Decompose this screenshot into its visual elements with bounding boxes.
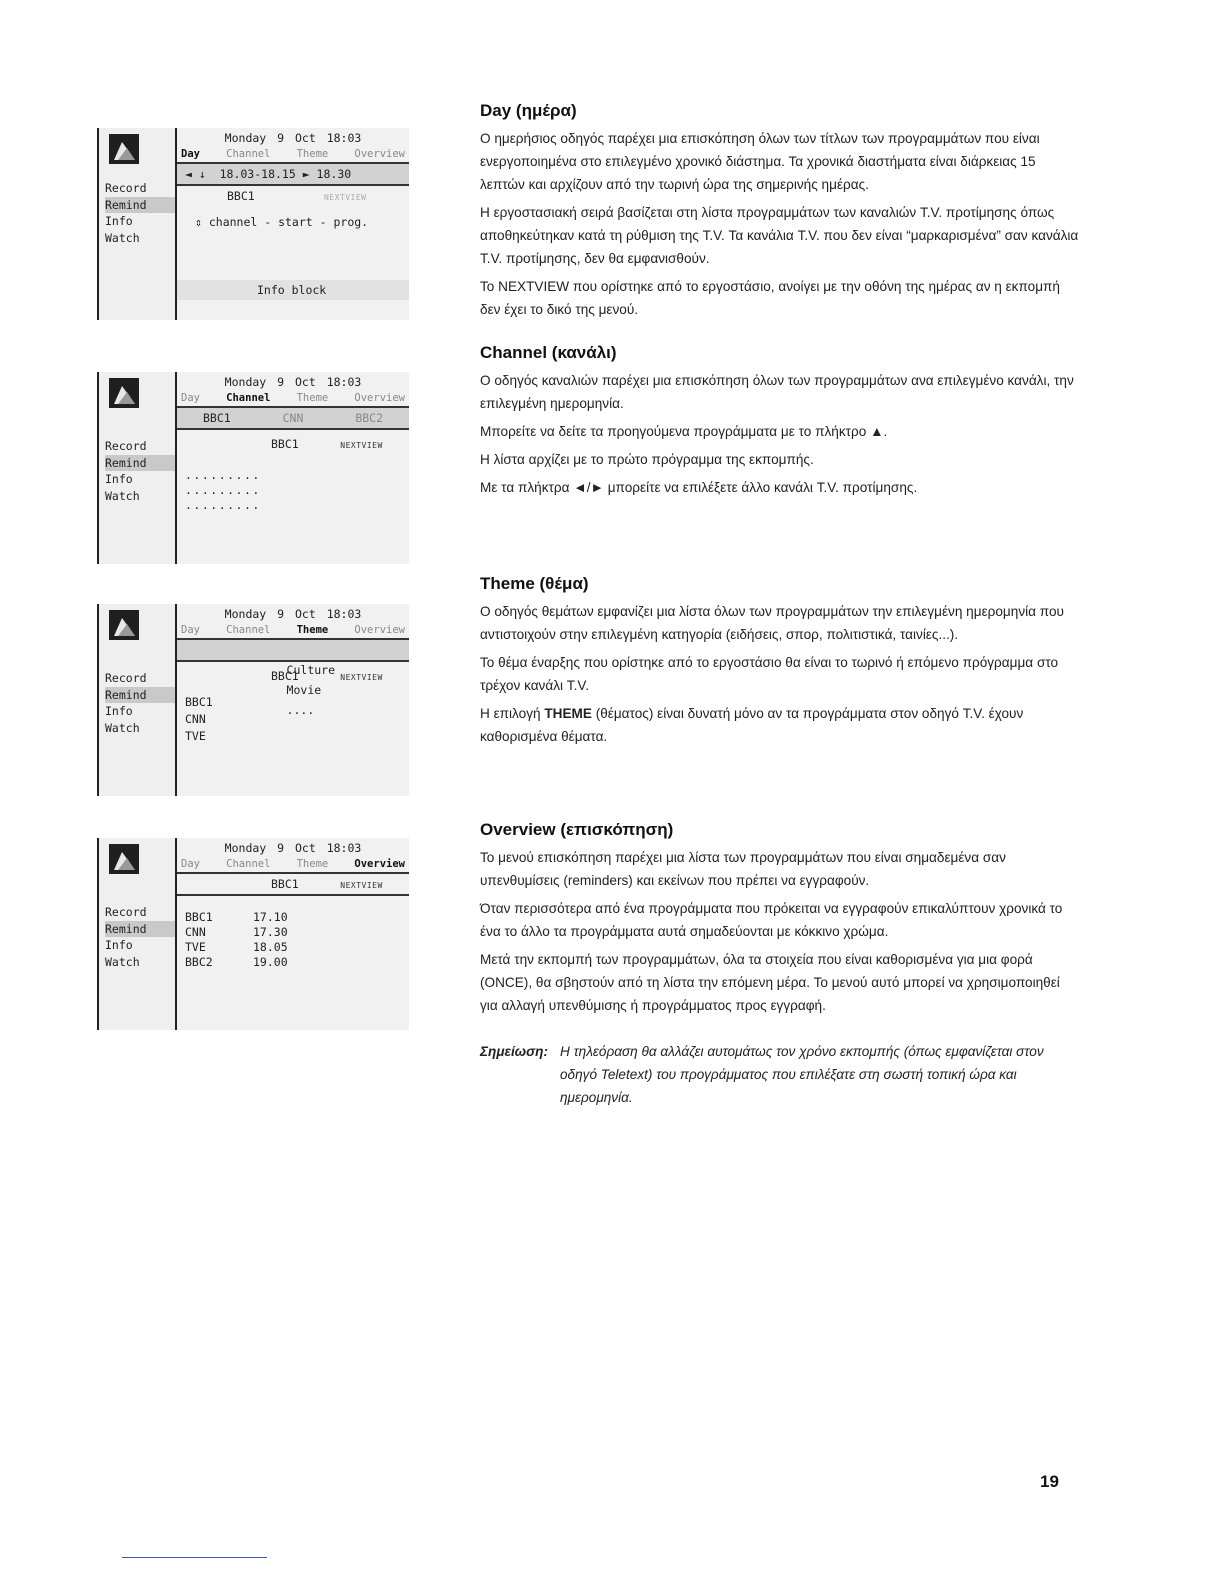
overview-time: 18.05 [253,940,288,954]
section-title: Channel (κανάλι) [480,343,617,362]
tab-overview[interactable]: Overview [354,392,405,404]
note [480,1040,1080,1109]
nav-hint: ⇕ channel - start - prog. [195,215,369,229]
brand-logo-icon [109,134,139,164]
paragraph [480,702,1080,748]
theme-option[interactable]: Culture [286,663,336,677]
nextview-logo: NEXTVIEW [340,673,383,682]
tv-screen [175,372,409,564]
paragraph: Με τα πλήκτρα ◄/► μπορείτε να επιλέξετε άλλο κανάλι T.V. προτίμησης. [480,480,918,495]
menu-item-remind[interactable]: Remind [105,687,177,704]
time-bar[interactable]: ◄ ↓ 18.03-18.15 ► 18.30 [177,164,409,184]
paragraph: Μετά την εκπομπή των προγραμμάτων, όλα τα στοιχεία που είναι καθορισμένα για μια φορά (ONCE), θα σβηστούν από τη λίστα την επόμενη μέρα. Το μενού αυτό μπορεί να χρησιμοποιηθεί για αλλαγή υπενθύμισης ή προγράμματος προς εγγραφή. [480,952,1060,1013]
channel-menu-screenshot [97,372,409,564]
overview-channel: BBC2 [185,955,213,969]
text-run: Η επιλογή [480,706,545,721]
paragraph: Ο ημερήσιος οδηγός παρέχει μια επισκόπηση όλων των τίτλων των προγραμμάτων που είναι ενεργοποιημένα στο επιλεγμένο χρονικό διάστημα. Τα χρονικά διαστήματα είναι διάρκειας 15 λεπτών και αρχίζουν από την τωρινή ώρα της σημερινής ημέρας. [480,131,1040,192]
tab-day[interactable]: Day [181,858,200,870]
header-date: Monday 9 Oct [224,131,316,145]
menu-item-record[interactable]: Record [105,671,147,685]
section-overview [480,820,1080,1022]
overview-row[interactable] [185,940,409,955]
overview-channel: BBC1 [185,910,213,924]
paragraph: Όταν περισσότερα από ένα προγράμματα που πρόκειται να εγγραφούν επικαλύπτουν χρονικά το ένα το άλλο τα προγράμματα αυτά σημαδεύονται με κόκκινο χρώμα. [480,901,1063,939]
tv-screen [175,128,409,320]
overview-row[interactable] [185,925,409,940]
tv-screen [175,604,409,796]
theme-option[interactable]: .... [286,703,315,717]
tab-channel[interactable]: Channel [226,148,271,160]
section-title: Day (ημέρα) [480,101,577,120]
section-channel [480,343,1080,504]
theme-keyword: THEME [544,706,592,721]
tab-day[interactable]: Day [181,148,200,160]
paragraph: Μπορείτε να δείτε τα προηγούμενα προγράμματα με το πλήκτρο ▲. [480,424,888,439]
paragraph: Το θέμα έναρξης που ορίστηκε από το εργοστάσιο θα είναι το τωρινό ή επόμενο πρόγραμμα στο τρέχον κανάλι T.V. [480,655,1059,693]
info-block: Info block [177,280,409,300]
paragraph: Η εργοστασιακή σειρά βασίζεται στη λίστα προγραμμάτων των καναλιών T.V. προτίμησης όπως αποθηκεύτηκαν κατά τη ρύθμιση της T.V. Τα κανάλια T.V. που δεν είναι “μαρκαρισμένα” σαν κανάλια T.V. προτίμησης, δεν θα εμφανισθούν. [480,205,1079,266]
section-day [480,101,1080,326]
selected-channel: BBC1 [271,877,299,891]
menu-item-watch[interactable]: Watch [105,488,140,503]
header-time: 18:03 [326,131,362,145]
tv-screen [175,838,409,1030]
overview-time: 19.00 [253,955,288,969]
brand-logo-icon [109,610,139,640]
menu-item-watch[interactable]: Watch [105,720,140,735]
paragraph: Ο οδηγός καναλιών παρέχει μια επισκόπηση όλων των προγραμμάτων ανα επιλεγμένο κανάλι, την επιλεγμένη ημερομηνία. [480,373,1074,411]
header-date: Monday 9 Oct [224,375,316,389]
selected-channel: BBC1 [271,669,299,683]
overview-row[interactable] [185,910,409,925]
footer-rule [122,1557,267,1558]
menu-item-info[interactable]: Info [105,704,133,718]
header-date: Monday 9 Oct [224,841,316,855]
tab-theme[interactable]: Theme [296,624,329,636]
tv-side-menu [97,128,177,320]
tab-channel[interactable]: Channel [226,858,271,870]
tab-overview[interactable]: Overview [354,624,405,636]
menu-item-info[interactable]: Info [105,214,133,228]
header-time: 18:03 [326,607,362,621]
program-row[interactable]: BBC1 [185,695,213,709]
paragraph: Το μενού επισκόπηση παρέχει μια λίστα των προγραμμάτων που είναι σημαδεμένα σαν υπενθυμίσεις (reminders) και εκείνων που πρέπει να εγγραφούν. [480,850,1006,888]
menu-item-remind[interactable]: Remind [105,921,177,938]
menu-item-watch[interactable]: Watch [105,954,140,969]
brand-logo-icon [109,844,139,874]
channel-option[interactable]: BBC1 [202,411,231,425]
menu-item-record[interactable]: Record [105,439,147,453]
tab-theme[interactable]: Theme [296,858,329,870]
overview-row[interactable] [185,955,409,970]
overview-time: 17.30 [253,925,288,939]
nextview-logo: NEXTVIEW [323,193,367,202]
overview-menu-screenshot [97,838,409,1030]
menu-item-remind[interactable]: Remind [105,455,177,472]
section-title: Overview (επισκόπηση) [480,820,674,839]
nextview-logo: NEXTVIEW [340,881,383,890]
channel-label: BBC1 [227,189,255,203]
brand-logo-icon [109,378,139,408]
tab-channel[interactable]: Channel [226,624,271,636]
tab-channel[interactable]: Channel [226,392,271,404]
note-text: Η τηλεόραση θα αλλάζει αυτομάτως τον χρόνο εκπομπής (όπως εμφανίζεται στον οδηγό Teletext) του προγράμματος που επιλέξατε στη σωστή τοπική ώρα και ημερομηνία. [560,1044,1044,1105]
tab-theme[interactable]: Theme [296,148,329,160]
tv-side-menu [97,372,177,564]
page-number: 19 [1040,1472,1059,1491]
menu-item-info[interactable]: Info [105,938,133,952]
header-time: 18:03 [326,841,362,855]
program-row[interactable]: ......... [185,468,261,482]
paragraph: Η λίστα αρχίζει με το πρώτο πρόγραμμα της εκπομπής. [480,452,814,467]
nextview-logo: NEXTVIEW [340,441,383,450]
overview-time: 17.10 [253,910,288,924]
menu-item-info[interactable]: Info [105,472,133,486]
selected-channel: BBC1 [271,437,299,451]
channel-option[interactable]: BBC2 [355,411,384,425]
menu-item-record[interactable]: Record [105,905,147,919]
menu-item-record[interactable]: Record [105,181,147,195]
tab-theme[interactable]: Theme [296,392,329,404]
section-title: Theme (θέμα) [480,574,589,593]
header-time: 18:03 [326,375,362,389]
program-row[interactable]: ......... [185,498,261,512]
theme-menu-screenshot [97,604,409,796]
program-row[interactable]: TVE [185,729,206,743]
paragraph: Ο οδηγός θεμάτων εμφανίζει μια λίστα όλων των προγραμμάτων την επιλεγμένη ημερομηνία που αντιστοιχούν στην επιλεγμένη κατηγορία (ειδήσεις, σπορ, πολιτιστικά, ταινίες...). [480,604,1064,642]
tv-side-menu [97,838,177,1030]
tv-side-menu [97,604,177,796]
tab-day[interactable]: Day [181,392,200,404]
overview-channel: TVE [185,940,206,954]
channel-option[interactable]: CNN [282,411,304,425]
text-run: (θέματος) είναι δυνατή μόνο αν τα προγράμματα στον οδηγό T.V. έχουν καθορισμένα θέματα. [480,706,1024,744]
paragraph: Το NEXTVIEW που ορίστηκε από το εργοστάσιο, ανοίγει με την οθόνη της ημέρας αν η εκπομπή δεν έχει το δικό της μενού. [480,279,1060,317]
tab-overview[interactable]: Overview [354,148,405,160]
overview-channel: CNN [185,925,206,939]
day-menu-screenshot [97,128,409,320]
theme-option[interactable]: Movie [286,683,322,697]
program-row[interactable]: ......... [185,483,261,497]
program-row[interactable]: CNN [185,712,206,726]
menu-item-watch[interactable]: Watch [105,230,140,245]
tab-day[interactable]: Day [181,624,200,636]
header-date: Monday 9 Oct [224,607,316,621]
menu-item-remind[interactable]: Remind [105,197,177,214]
note-label: Σημείωση: [480,1044,549,1059]
tab-overview[interactable]: Overview [354,858,405,870]
section-theme [480,574,1080,753]
